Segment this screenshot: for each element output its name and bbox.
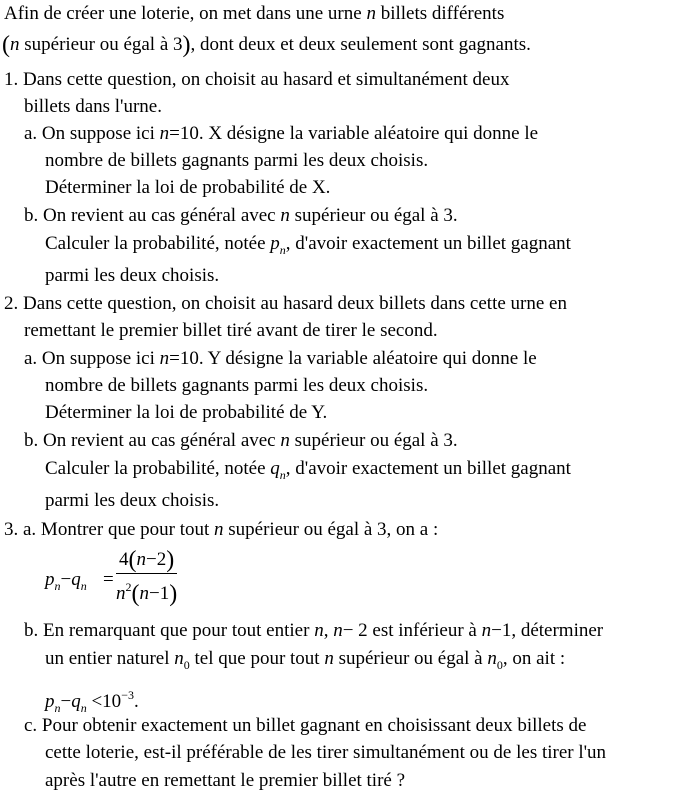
less-than-value: <10 — [86, 691, 122, 712]
q1b-text: , d'avoir exactement un billet gagnant — [285, 233, 571, 254]
q3b-line-2 — [45, 648, 565, 676]
intro-text: Afin de créer une loterie, on met dans une urne — [4, 3, 367, 24]
var-q: q — [71, 569, 81, 590]
q2b-text: supérieur ou égal à 3. — [289, 430, 458, 451]
q2-line-2: remettant le premier billet tiré avant de tirer le second. — [24, 320, 438, 341]
q3a-text: supérieur ou égal à 3, on a : — [223, 519, 439, 540]
open-paren: ( — [131, 581, 140, 607]
subscript-n: n — [80, 701, 87, 715]
q2a-text: a. On suppose ici — [24, 348, 160, 369]
q2b-line-1 — [24, 430, 458, 452]
q2a-text: =10. Y désigne la variable aléatoire qui donne le — [169, 348, 537, 369]
q2b-text: , d'avoir exactement un billet gagnant — [285, 458, 571, 479]
minus-sign: − — [60, 569, 72, 590]
var-n: n — [366, 3, 376, 24]
q3a-line-1 — [4, 519, 438, 541]
q1-line-1: 1. Dans cette question, on choisit au hasard et simultanément deux — [4, 69, 510, 90]
q2a-line-1 — [24, 348, 537, 370]
q2b-text: Calculer la probabilité, notée — [45, 458, 271, 479]
q3b-text: b. En remarquant que pour tout entier — [24, 620, 315, 641]
q1a-text: a. On suppose ici — [24, 123, 160, 144]
q1b-text: Calculer la probabilité, notée — [45, 233, 271, 254]
var-n: n — [10, 34, 20, 55]
q3b-text: , — [323, 620, 334, 641]
var-n: n — [314, 620, 324, 641]
q1b-text: supérieur ou égal à 3. — [289, 205, 458, 226]
var-n: n — [324, 648, 334, 669]
q1a-line-3: Déterminer la loi de probabilité de X. — [45, 177, 331, 198]
q1a-text: =10. X désigne la variable aléatoire qui donne le — [169, 123, 539, 144]
subscript-n: n — [279, 243, 286, 257]
q2-line-1: 2. Dans cette question, on choisit au hasard deux billets dans cette urne en — [4, 293, 567, 314]
var-n: n — [159, 123, 170, 144]
subscript-0: 0 — [496, 658, 503, 672]
q3b-text: tel que pour tout — [189, 648, 325, 669]
q2a-line-3: Déterminer la loi de probabilité de Y. — [45, 402, 328, 423]
var-q: q — [71, 691, 81, 712]
q3a-text: 3. a. Montrer que pour tout — [4, 519, 215, 540]
var-n: n — [136, 549, 146, 570]
var-p: p — [270, 233, 280, 254]
denominator-term: −1 — [149, 583, 170, 604]
subscript-0: 0 — [183, 658, 190, 672]
close-paren: ) — [166, 547, 175, 573]
var-n: n — [174, 648, 184, 669]
var-n: n — [116, 583, 126, 604]
intro-text: billets différents — [375, 3, 505, 24]
q2a-line-2: nombre de billets gagnants parmi les deux choisis. — [45, 375, 429, 396]
q1a-line-1 — [24, 123, 538, 145]
numerator-term: −2 — [146, 549, 167, 570]
intro-line-2 — [2, 34, 531, 56]
close-paren: ) — [169, 581, 178, 607]
q3b-text: −1, déterminer — [491, 620, 604, 641]
q3b-text: , on ait : — [502, 648, 566, 669]
q3b-line-1 — [24, 620, 603, 642]
var-p: p — [45, 569, 55, 590]
intro-line-1 — [4, 3, 504, 25]
formula-lhs — [45, 569, 87, 597]
var-p: p — [45, 691, 55, 712]
q3b-text: un entier naturel — [45, 648, 175, 669]
q3b-inequality — [45, 684, 139, 719]
var-n: n — [214, 519, 224, 540]
q1b-line-2 — [45, 233, 571, 261]
q1b-line-3: parmi les deux choisis. — [45, 265, 220, 286]
var-n: n — [333, 620, 343, 641]
q2b-line-2 — [45, 458, 571, 486]
formula-equals: = — [103, 569, 114, 590]
period: . — [133, 691, 139, 712]
q1a-line-2: nombre de billets gagnants parmi les deux choisis. — [45, 150, 429, 171]
q1b-text: b. On revient au cas général avec — [24, 205, 281, 226]
q3b-text: − 2 est inférieur à — [342, 620, 482, 641]
subscript-n: n — [54, 701, 61, 715]
q1-line-2: billets dans l'urne. — [24, 96, 162, 117]
var-n: n — [280, 430, 290, 451]
numerator-coef: 4 — [119, 549, 129, 570]
intro-text: supérieur ou égal à 3 — [19, 34, 183, 55]
q2b-text: b. On revient au cas général avec — [24, 430, 281, 451]
q3b-text: supérieur ou égal à — [333, 648, 488, 669]
var-n: n — [487, 648, 497, 669]
var-n: n — [139, 583, 149, 604]
q3c-line-1: c. Pour obtenir exactement un billet gagnant en choisissant deux billets de — [24, 715, 587, 736]
subscript-n: n — [54, 579, 61, 593]
q3c-line-2: cette loterie, est-il préférable de les tirer simultanément ou de les tirer l'un — [45, 742, 607, 763]
open-paren: ( — [2, 32, 10, 58]
fraction-denominator — [116, 576, 177, 605]
subscript-n: n — [279, 468, 286, 482]
open-paren: ( — [128, 547, 137, 573]
subscript-n: n — [80, 579, 87, 593]
fraction-bar — [116, 573, 177, 574]
q3c-line-3: après l'autre en remettant le premier billet tiré ? — [45, 770, 406, 791]
exponent: −3 — [121, 688, 134, 702]
q1b-line-1 — [24, 205, 458, 227]
var-n: n — [159, 348, 170, 369]
intro-text: , dont deux et deux seulement sont gagnants. — [190, 34, 531, 55]
fraction-numerator — [116, 549, 177, 571]
var-n: n — [280, 205, 290, 226]
q2b-line-3: parmi les deux choisis. — [45, 490, 220, 511]
var-n: n — [481, 620, 492, 641]
minus-sign: − — [60, 691, 72, 712]
exponent-2: 2 — [125, 580, 132, 594]
var-q: q — [270, 458, 280, 479]
close-paren: ) — [182, 32, 191, 58]
formula-fraction — [116, 549, 177, 605]
